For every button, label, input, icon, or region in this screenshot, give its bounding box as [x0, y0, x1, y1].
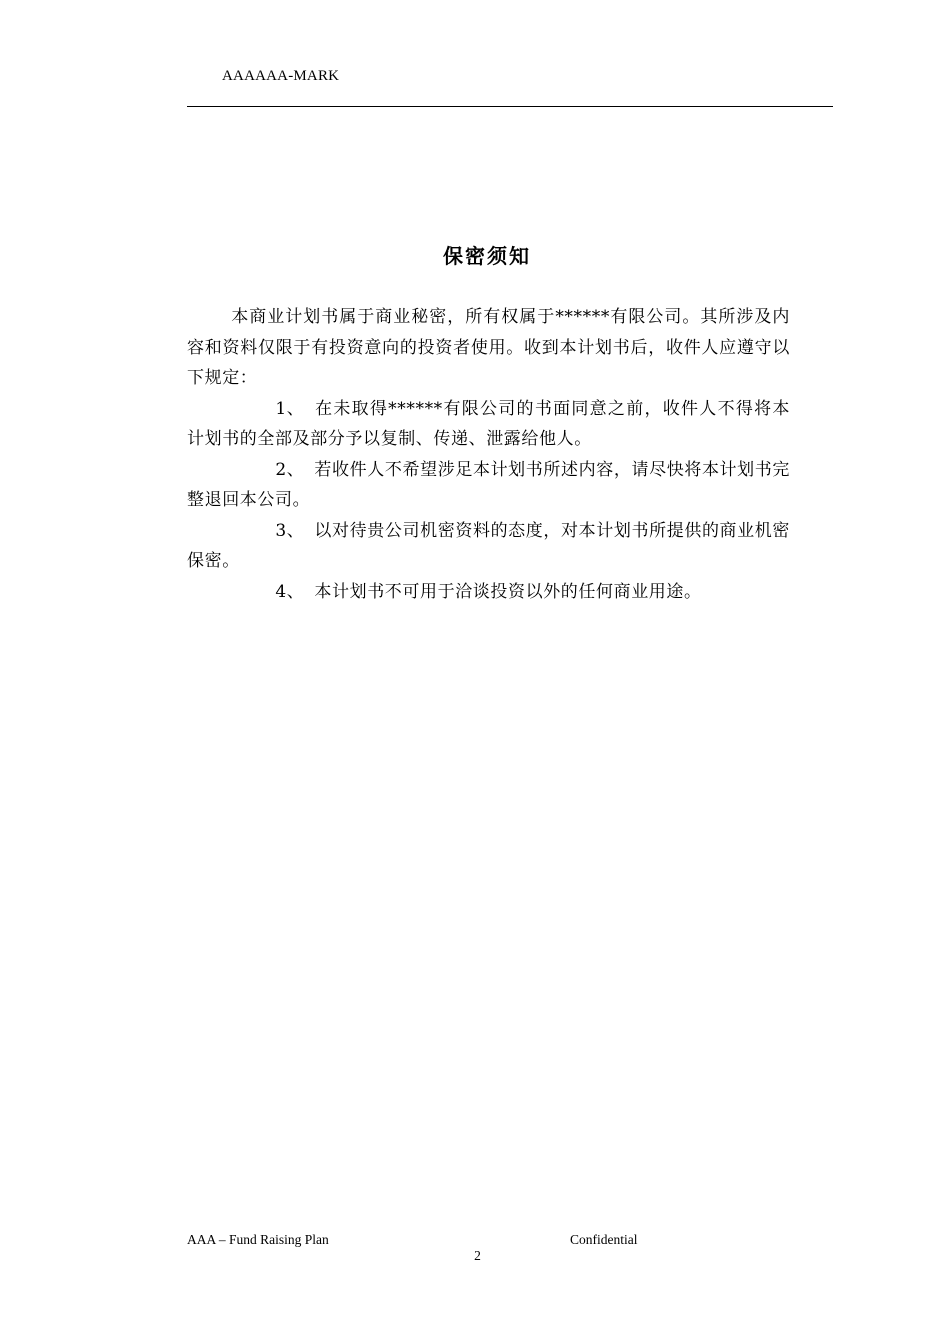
rule-number: 3、 — [275, 520, 305, 541]
rule-item — [187, 394, 790, 455]
page-title: 保密须知 — [443, 244, 531, 268]
rule-number: 1、 — [275, 398, 305, 419]
confidentiality-body — [187, 302, 790, 607]
rule-number: 4、 — [275, 581, 305, 602]
footer-document-name: AAA – Fund Raising Plan — [187, 1232, 329, 1247]
rule-text: 本计划书不可用于洽谈投资以外的任何商业用途。 — [314, 581, 702, 602]
rule-item — [187, 577, 790, 608]
rule-number: 2、 — [275, 459, 305, 480]
rule-item — [187, 516, 790, 577]
footer-confidential-label: Confidential — [570, 1232, 638, 1247]
rule-text: 若收件人不希望涉足本计划书所述内容，请尽快将本计划书完整退回本公司。 — [187, 459, 790, 510]
rule-item — [187, 455, 790, 516]
rule-text: 在未取得******有限公司的书面同意之前，收件人不得将本计划书的全部及部分予以复制、传递、泄露给他人。 — [187, 398, 790, 449]
intro-paragraph: 本商业计划书属于商业秘密，所有权属于******有限公司。其所涉及内容和资料仅限于有投资意向的投资者使用。收到本计划书后，收件人应遵守以下规定： — [187, 307, 790, 388]
page-number: 2 — [474, 1248, 481, 1263]
rule-text: 以对待贵公司机密资料的态度，对本计划书所提供的商业机密保密。 — [187, 520, 790, 571]
header-divider — [187, 106, 833, 107]
header-mark: AAAAAA-MARK — [222, 68, 340, 84]
